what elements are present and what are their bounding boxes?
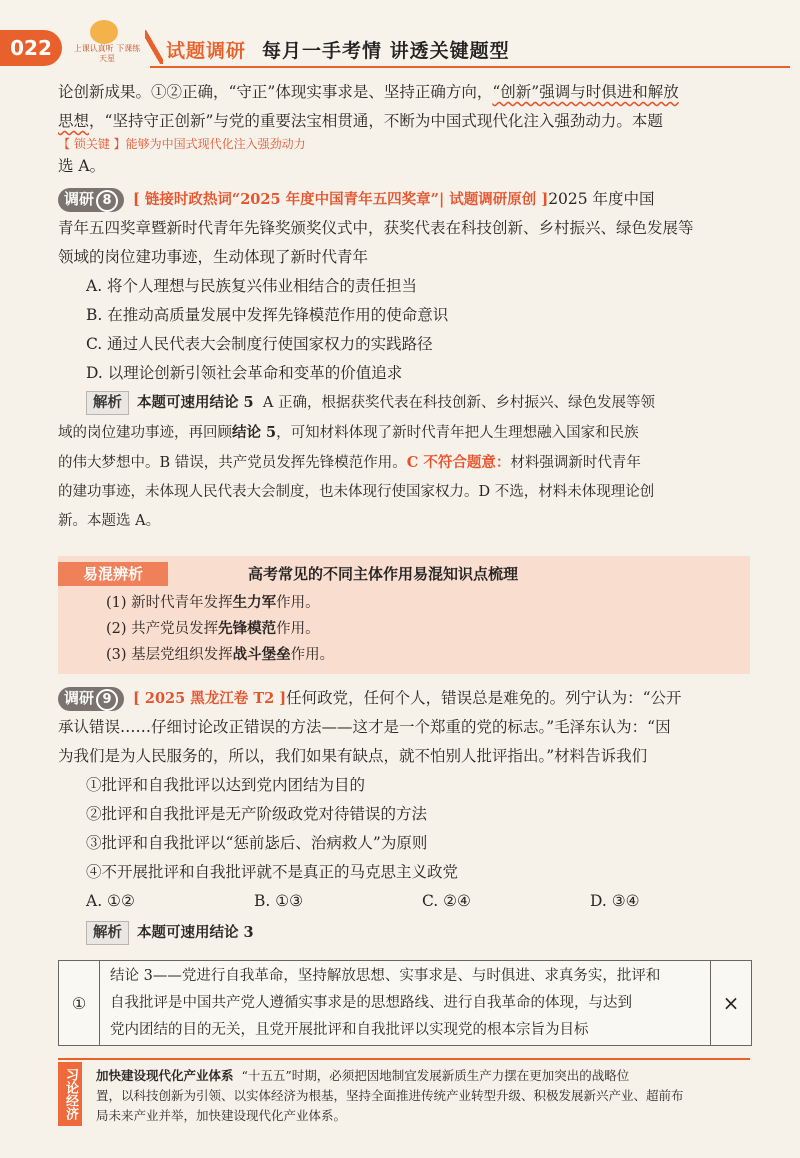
confusion-box	[58, 556, 750, 674]
page-number: 022	[0, 30, 62, 66]
block1-line2: 思想，“坚持守正创新”与党的重要法宝相贯通，不断为中国式现代化注入强劲动力。本题	[58, 112, 663, 130]
table-row-number: ①	[59, 961, 100, 1045]
q8-option-d: D. 以理论创新引领社会革命和变革的价值追求	[86, 364, 403, 382]
q9-choice-d: D. ③④	[590, 892, 640, 910]
q9-statement-1: ①批评和自我批评以达到党内团结为目的	[86, 776, 366, 794]
q9-choice-b: B. ①③	[254, 892, 304, 910]
footer-rule	[58, 1058, 750, 1060]
q8-option-c: C. 通过人民代表大会制度行使国家权力的实践路径	[86, 335, 433, 353]
q8-option-a: A. 将个人理想与民族复兴伟业相结合的责任担当	[86, 277, 418, 295]
q9-tag: 调研 9	[58, 687, 124, 711]
key-note: 【 锁关键 】能够为中国式现代化注入强劲动力	[58, 137, 306, 151]
footer-tag: 习论经济	[58, 1062, 82, 1126]
confusion-item: (3) 基层党组织发挥战斗堡垒作用。	[106, 646, 335, 663]
confusion-item: (2) 共产党员发挥先锋模范作用。	[106, 620, 320, 637]
footer-title: 加快建设现代化产业体系	[96, 1068, 234, 1083]
q8-stem-line2: 青年五四奖章暨新时代青年先锋奖颁奖仪式中，获奖代表在科技创新、乡村振兴、绿色发展等	[58, 219, 694, 237]
q8-analysis-line2: 域的岗位建功事迹，再回顾结论 5，可知材料体现了新时代青年把人生理想融入国家和民族	[58, 424, 639, 441]
header-separator	[145, 30, 163, 64]
q8-option-b: B. 在推动高质量发展中发挥先锋模范作用的使命意识	[86, 306, 449, 324]
logo-badge-icon	[90, 20, 118, 44]
q8-analysis-line5: 新。本题选 A。	[58, 513, 161, 529]
q8-source: [ 链接时政热词“2025 年度中国青年五四奖章”| 试题调研原创 ]	[132, 191, 549, 208]
header-title: 试题调研	[166, 40, 247, 62]
confusion-title: 高考常见的不同主体作用易混知识点梳理	[248, 565, 519, 583]
q9-stem-line2: 承认错误……仔细讨论改正错误的方法——这才是一个郑重的党的标志。”毛泽东认为：“因	[58, 718, 671, 736]
q9-statement-3: ③批评和自我批评以“惩前毖后、治病救人”为原则	[86, 834, 428, 852]
conclusion-table	[58, 960, 752, 1046]
q9-stem-line3: 为我们是为人民服务的，所以，我们如果有缺点，就不怕别人批评指出。”材料告诉我们	[58, 747, 648, 765]
page-header	[0, 0, 800, 62]
q9-statement-4: ④不开展批评和自我批评就不是真正的马克思主义政党	[86, 863, 459, 881]
q8-analysis-line1: 解析 本题可速用结论 5 A 正确，根据获奖代表在科技创新、乡村振兴、绿色发展等领	[58, 388, 758, 418]
q9-choices	[58, 887, 758, 916]
table-row-text: 结论 3——党进行自我革命，坚持解放思想、实事求是、与时俱进、求真务实，批评和 自我批评是中国共产党人遵循实事求是的思想路线、进行自我革命的体现，与达到 党内团结的目的无关，且党开展批评和自我批评以实现党的根本宗旨为目标	[100, 961, 711, 1045]
header-rule	[150, 66, 790, 68]
block1-line3: 选 A。	[58, 157, 106, 175]
q9-stem-line1: 调研 9 [ 2025 黑龙江卷 T2 ]任何政党，任何个人，错误总是难免的。列宁认为：“公开	[58, 684, 758, 713]
q8-tag: 调研 8	[58, 188, 124, 212]
logo-text: 上课认真听 下课练天星	[73, 44, 141, 63]
q9-choice-a: A. ①②	[86, 892, 135, 910]
confusion-tag: 易混辨析	[58, 562, 168, 586]
page-content	[58, 78, 758, 536]
q9-source: [ 2025 黑龙江卷 T2 ]	[132, 690, 287, 707]
q8-analysis-line3: 的伟大梦想中。B 错误，共产党员发挥先锋模范作用。C 不符合题意：材料强调新时代青年	[58, 454, 641, 471]
q9-statement-2: ②批评和自我批评是无产阶级政党对待错误的方法	[86, 805, 428, 823]
q9-section	[58, 684, 758, 948]
brand-logo	[72, 20, 142, 66]
footer-text: 加快建设现代化产业体系 “十五五”时期，必须把因地制宜发展新质生产力摆在更加突出的战略位 置，以科技创新为引领、以实体经济为根基，坚持全面推进传统产业转型升级、积极发展新兴产业、超前布 局未来产业并举，加快建设现代化产业体系。	[96, 1068, 684, 1123]
q8-analysis-tag: 解析	[86, 391, 129, 415]
q9-analysis: 解析 本题可速用结论 3	[58, 918, 758, 948]
wrong-mark-icon: ×	[722, 991, 740, 1015]
q9-choice-c: C. ②④	[422, 892, 471, 910]
confusion-item: (1) 新时代青年发挥生力军作用。	[106, 594, 320, 611]
q9-analysis-tag: 解析	[86, 921, 129, 945]
q8-stem-line3: 领域的岗位建功事迹，生动体现了新时代青年	[58, 248, 369, 266]
block1-line1: 论创新成果。①②正确，“守正”体现实事求是、坚持正确方向，“创新”强调与时俱进和解放	[58, 83, 679, 101]
q8-analysis-line4: 的建功事迹，未体现人民代表大会制度，也未体现行使国家权力。D 不选，材料未体现理论创	[58, 484, 655, 500]
header-subtitle: 每月一手考情 讲透关键题型	[262, 40, 510, 62]
confusion-items	[106, 590, 334, 668]
q8-stem-line1: 调研 8 [ 链接时政热词“2025 年度中国青年五四奖章”| 试题调研原创 ]2025 年度中国	[58, 185, 758, 214]
